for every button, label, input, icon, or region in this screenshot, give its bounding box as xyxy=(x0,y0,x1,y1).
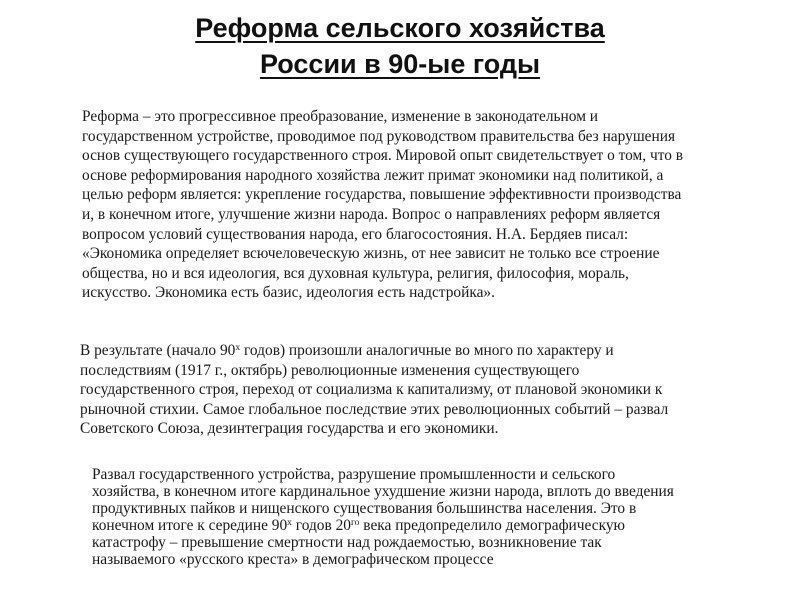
paragraph-line: Советского Союза, дезинтеграция государства и его экономики. xyxy=(80,420,499,438)
title-line-1: Реформа сельского хозяйства xyxy=(195,13,605,43)
paragraph-line: основе реформирования народного хозяйства лежит примат экономики над политикой, а xyxy=(82,166,664,184)
paragraph-revolution-consequences xyxy=(40,341,730,439)
superscript: х xyxy=(235,341,241,353)
paragraph-demographic-crisis xyxy=(46,466,736,568)
paragraph-line: государственном устройстве, проводимое под руководством правительства без нарушения xyxy=(82,127,676,145)
paragraph-line xyxy=(46,517,736,534)
paragraph-line: искусство. Экономика есть базис, идеология есть надстройка». xyxy=(82,284,495,302)
paragraph-line: продуктивных пайков и нищенского существования большинства населения. Это в xyxy=(92,500,637,517)
text-run: века предопределило демографическую xyxy=(359,517,626,534)
text-run: В результате (начало 90 xyxy=(80,342,236,359)
paragraph-line: последствиям (1917 г., октябрь) революционные изменения существующего xyxy=(80,361,580,379)
text-run: годов 20 xyxy=(291,517,351,534)
superscript: го xyxy=(350,516,360,528)
paragraph-line: «Экономика определяет всючеловеческую жизнь, от нее зависит не только все строение xyxy=(82,245,660,263)
paragraph-line: называемого «русского креста» в демографическом процессе xyxy=(92,551,494,568)
superscript: х xyxy=(287,516,292,528)
paragraph-line: катастрофу – превышение смертности над рождаемостью, возникновение так xyxy=(92,534,602,551)
paragraph-line: целью реформ является: укрепление государства, повышение эффективности производства xyxy=(82,186,682,204)
paragraph-line: рыночной стихии. Самое глобальное последствие этих революционных событий – развал xyxy=(80,400,669,418)
paragraph-line: и, в конечном итоге, улучшение жизни народа. Вопрос о направлениях реформ является xyxy=(82,205,661,223)
paragraph-reform-definition xyxy=(46,107,746,303)
text-run: годов) произошли аналогичные во много по характеру и xyxy=(240,342,614,359)
paragraph-line: общества, но и вся идеология, вся духовная культура, религия, философия, мораль, xyxy=(82,264,629,282)
paragraph-line: хозяйства, в конечном итоге кардинальное ухудшение жизни народа, вплоть до введения xyxy=(92,483,674,500)
paragraph-line: вопросом условий существования народа, его благосостояния. Н.А. Бердяев писал: xyxy=(82,225,629,243)
paragraph-line xyxy=(40,341,730,361)
paragraph-line: Реформа – это прогрессивное преобразование, изменение в законодательном и xyxy=(82,108,599,125)
paragraph-line: государственного строя, переход от социализма к капитализму, от плановой экономики к xyxy=(80,381,663,399)
paragraph-line: основ существующего государственного строя. Мировой опыт свидетельствует о том, что в xyxy=(82,147,684,165)
paragraph-line: Развал государственного устройства, разрушение промышленности и сельского xyxy=(92,466,616,483)
text-run: конечном итоге к середине 90 xyxy=(92,517,288,534)
title-line-2: России в 90-ые годы xyxy=(259,49,541,79)
slide-title xyxy=(0,10,800,82)
